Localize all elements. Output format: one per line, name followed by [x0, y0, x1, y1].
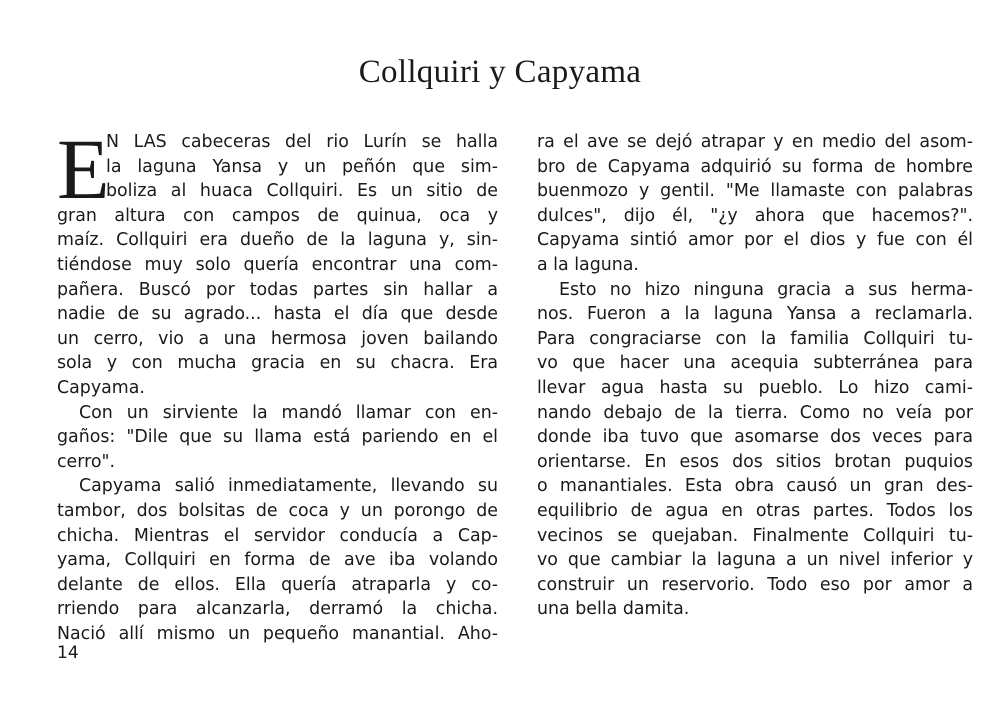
right-column	[537, 130, 973, 622]
text-line: dulces", dijo él, "¿y ahora que hacemos?".	[537, 205, 973, 226]
text-line: nos. Fueron a la laguna Yansa a reclamarla.	[537, 304, 973, 325]
text-line: tiéndose muy solo quería encontrar una com-	[57, 254, 498, 275]
page-number: 14	[57, 643, 79, 663]
text-line: vo que hacer una acequia subterránea para	[537, 353, 973, 374]
text-line: un cerro, vio a una hermosa joven bailando	[57, 328, 498, 349]
text-line: orientarse. En esos dos sitios brotan puquios	[537, 451, 973, 472]
text-line: pañera. Buscó por todas partes sin hallar a	[57, 279, 498, 300]
text-line: gaños: "Dile que su llama está pariendo en el	[57, 427, 498, 448]
text-line: Capyama.	[57, 377, 145, 398]
text-line: Capyama sintió amor por el dios y fue con él	[537, 230, 973, 251]
text-line: la laguna Yansa y un peñón que sim-	[106, 156, 498, 177]
text-line: buenmozo y gentil. "Me llamaste con palabras	[537, 181, 973, 202]
text-line: delante de ellos. Ella quería atraparla y co-	[57, 574, 498, 595]
text-line: nando debajo de la tierra. Como no veía por	[537, 402, 973, 423]
left-column	[57, 121, 498, 646]
page-title: Collquiri y Capyama	[358, 54, 642, 90]
text-line: vecinos se quejaban. Finalmente Collquiri tu-	[537, 525, 973, 546]
text-line: Capyama salió inmediatamente, llevando su	[79, 476, 498, 497]
text-line: maíz. Collquiri era dueño de la laguna y, sin-	[57, 230, 498, 251]
text-line: chicha. Mientras el servidor conducía a Cap-	[57, 525, 498, 546]
text-line: vo que cambiar la laguna a un nivel inferior y	[537, 550, 973, 571]
text-line: Para congraciarse con la familia Collquiri tu-	[537, 328, 973, 349]
text-line: una bella damita.	[537, 599, 690, 620]
text-line: donde iba tuvo que asomarse dos veces para	[537, 427, 973, 448]
text-line: ra el ave se dejó atrapar y en medio del asom-	[537, 132, 973, 152]
text-line: bro de Capyama adquirió su forma de hombre	[537, 156, 973, 177]
text-line: gran altura con campos de quinua, oca y	[57, 205, 498, 226]
text-line: llevar agua hasta su pueblo. Lo hizo cami-	[537, 377, 973, 398]
text-line: cerro".	[57, 451, 116, 472]
text-line: sola y con mucha gracia en su chacra. Era	[57, 353, 498, 374]
text-line: Esto no hizo ninguna gracia a sus herma-	[559, 279, 973, 300]
text-line: construir un reservorio. Todo eso por amor a	[537, 574, 973, 595]
text-line: equilibrio de agua en otras partes. Todos los	[537, 500, 973, 521]
text-line: nadie de su agrado... hasta el día que desde	[57, 304, 498, 325]
text-line: a la laguna.	[537, 254, 639, 275]
drop-cap: E	[57, 121, 110, 217]
text-line: o manantiales. Esta obra causó un gran des-	[537, 476, 973, 497]
text-line: N LAS cabeceras del rio Lurín se halla	[106, 132, 498, 152]
text-line: rriendo para alcanzarla, derramó la chicha.	[57, 599, 498, 620]
text-line: Con un sirviente la mandó llamar con en-	[79, 402, 498, 423]
text-line: Nació allí mismo un pequeño manantial. Aho-	[57, 623, 498, 644]
text-line: tambor, dos bolsitas de coca y un porongo de	[57, 500, 498, 521]
text-line: boliza al huaca Collquiri. Es un sitio de	[106, 181, 498, 202]
text-line: yama, Collquiri en forma de ave iba volando	[57, 550, 498, 571]
